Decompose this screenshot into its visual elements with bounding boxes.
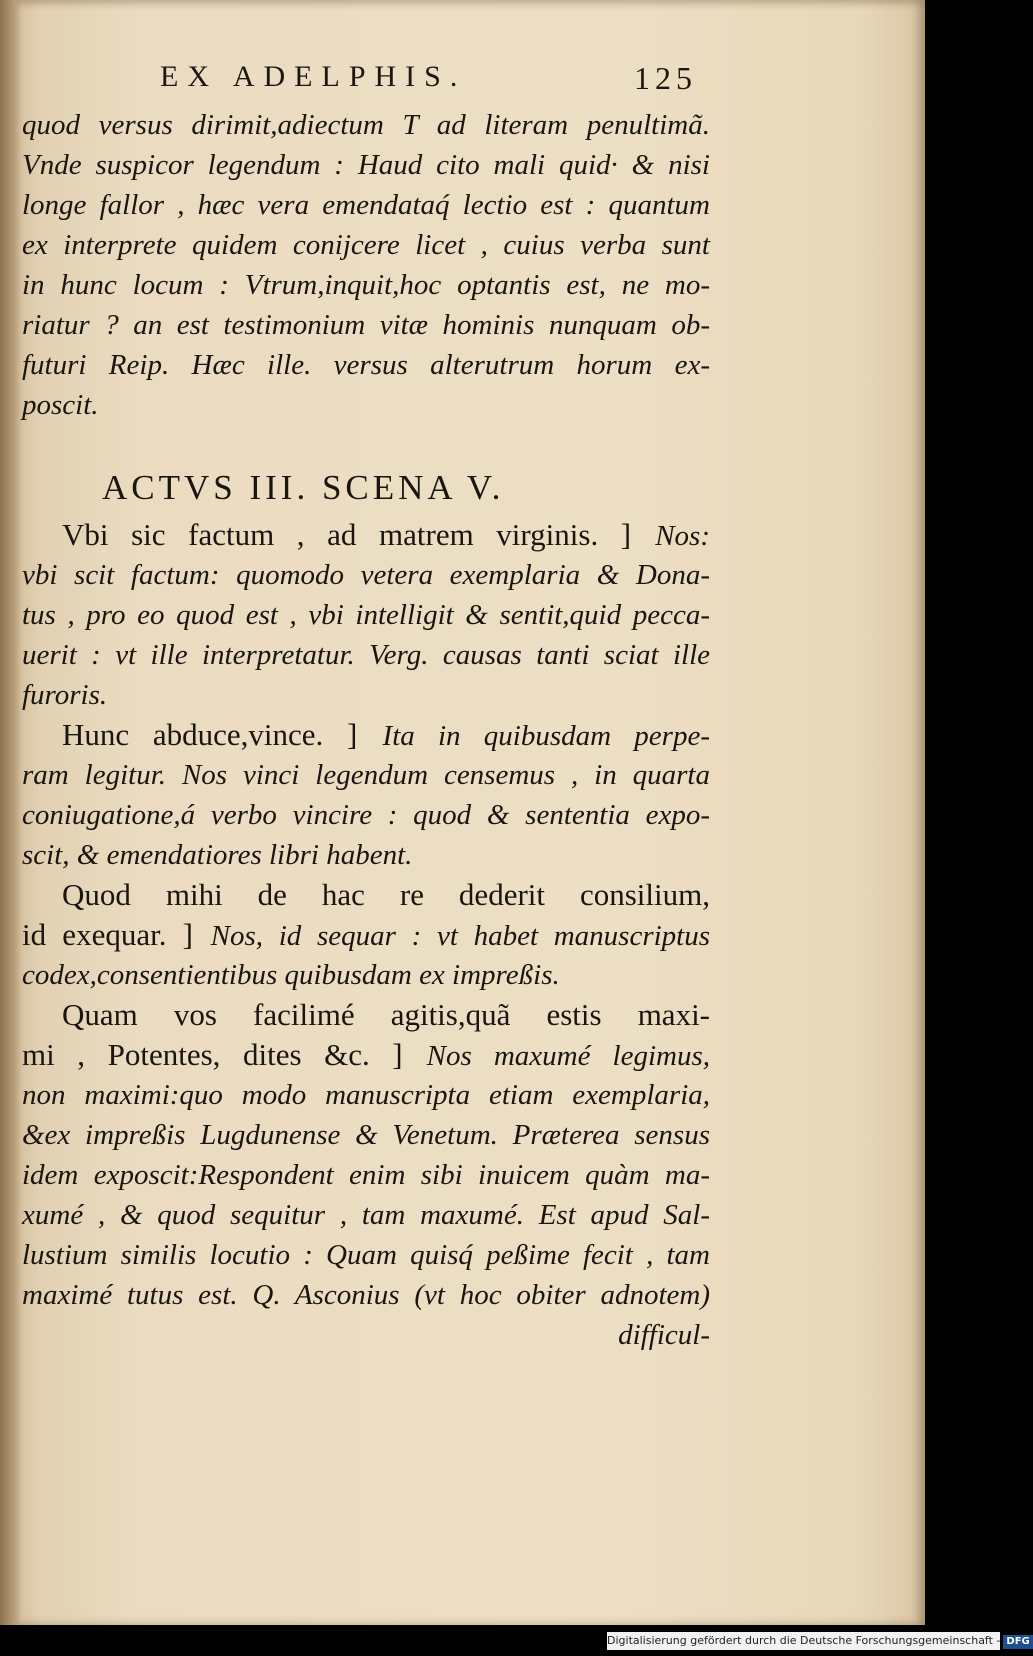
text-line: maximé tutus est. Q. Asconius (vt hoc obiter adnotem) <box>22 1279 710 1311</box>
text-line: longe fallor , hæc vera emendataq́ lectio est : quantum <box>22 189 710 221</box>
page-number: 125 <box>634 60 697 96</box>
text-line: poscit. <box>22 389 99 421</box>
commentary: Nos maxumé legimus, <box>426 1040 710 1072</box>
text-line: &ex impreßis Lugdunense & Venetum. Præterea sensus <box>22 1119 710 1151</box>
text-line: lustium similis locutio : Quam quisq́ peßime fecit , tam <box>22 1239 710 1271</box>
text-line: scit, & emendatiores libri habent. <box>22 839 413 871</box>
scene-heading: ACTVS III. SCENA V. <box>102 468 505 507</box>
dfg-logo: DFG <box>1003 1635 1032 1649</box>
text-line: tus , pro eo quod est , vbi intelligit & sentit,quid pecca- <box>22 599 710 631</box>
credit-text: Digitalisierung gefördert durch die Deutsche Forschungsgemeinschaft - <box>607 1634 1001 1647</box>
text-line: riatur ? an est testimonium vitæ hominis nunquam ob- <box>22 309 710 341</box>
text-line: ex interprete quidem conijcere licet , cuius verba sunt <box>22 229 710 261</box>
lemma: Vbi sic factum , ad matrem virginis. ] <box>62 517 632 552</box>
text-line <box>22 915 710 955</box>
text-line: idem exposcit:Respondent enim sibi inuicem quàm ma- <box>22 1159 710 1191</box>
text-line: coniugatione,á verbo vincire : quod & sententia expo- <box>22 799 710 831</box>
lemma: Quam vos facilimé agitis,quã estis maxi- <box>62 997 710 1032</box>
text-line: vbi scit factum: quomodo vetera exemplaria & Dona- <box>22 559 710 591</box>
commentary: Nos, id sequar : vt habet manuscriptus <box>210 920 711 952</box>
text-line: non maximi:quo modo manuscripta etiam exemplaria, <box>22 1079 710 1111</box>
text-line: ram legitur. Nos vinci legendum censemus , in quarta <box>22 759 710 791</box>
text-line: furoris. <box>22 679 108 711</box>
text-line: futuri Reip. Hæc ille. versus alterutrum horum ex- <box>22 349 710 381</box>
page-text <box>22 105 710 1355</box>
text-line: uerit : vt ille interpretatur. Verg. causas tanti sciat ille <box>22 639 710 671</box>
running-head: EX ADELPHIS. <box>160 60 467 93</box>
text-line: Vnde suspicor legendum : Haud cito mali quid· & nisi <box>22 149 710 181</box>
lemma: Quod mihi de hac re dederit consilium, <box>62 877 710 912</box>
section-gap <box>22 425 710 461</box>
text-line <box>22 715 710 755</box>
digitization-credit <box>607 1632 1030 1650</box>
commentary: Ita in quibusdam perpe- <box>382 720 710 752</box>
text-line: codex,consentientibus quibusdam ex impreßis. <box>22 959 560 991</box>
lemma: mi , Potentes, dites &c. ] <box>22 1037 403 1072</box>
text-line: in hunc locum : Vtrum,inquit,hoc optantis est, ne mo- <box>22 269 710 301</box>
text-line: quod versus dirimit,adiectum T ad literam penultimã. <box>22 109 710 141</box>
page-header <box>0 60 925 100</box>
text-line: xumé , & quod sequitur , tam maxumé. Est apud Sal- <box>22 1199 710 1231</box>
commentary: Nos: <box>655 520 711 552</box>
text-line <box>22 515 710 555</box>
lemma: id exequar. ] <box>22 917 193 952</box>
catchword: difficul- <box>618 1319 710 1351</box>
lemma: Hunc abduce,vince. ] <box>62 717 358 752</box>
text-line <box>22 1035 710 1075</box>
page-gutter <box>0 0 22 1625</box>
